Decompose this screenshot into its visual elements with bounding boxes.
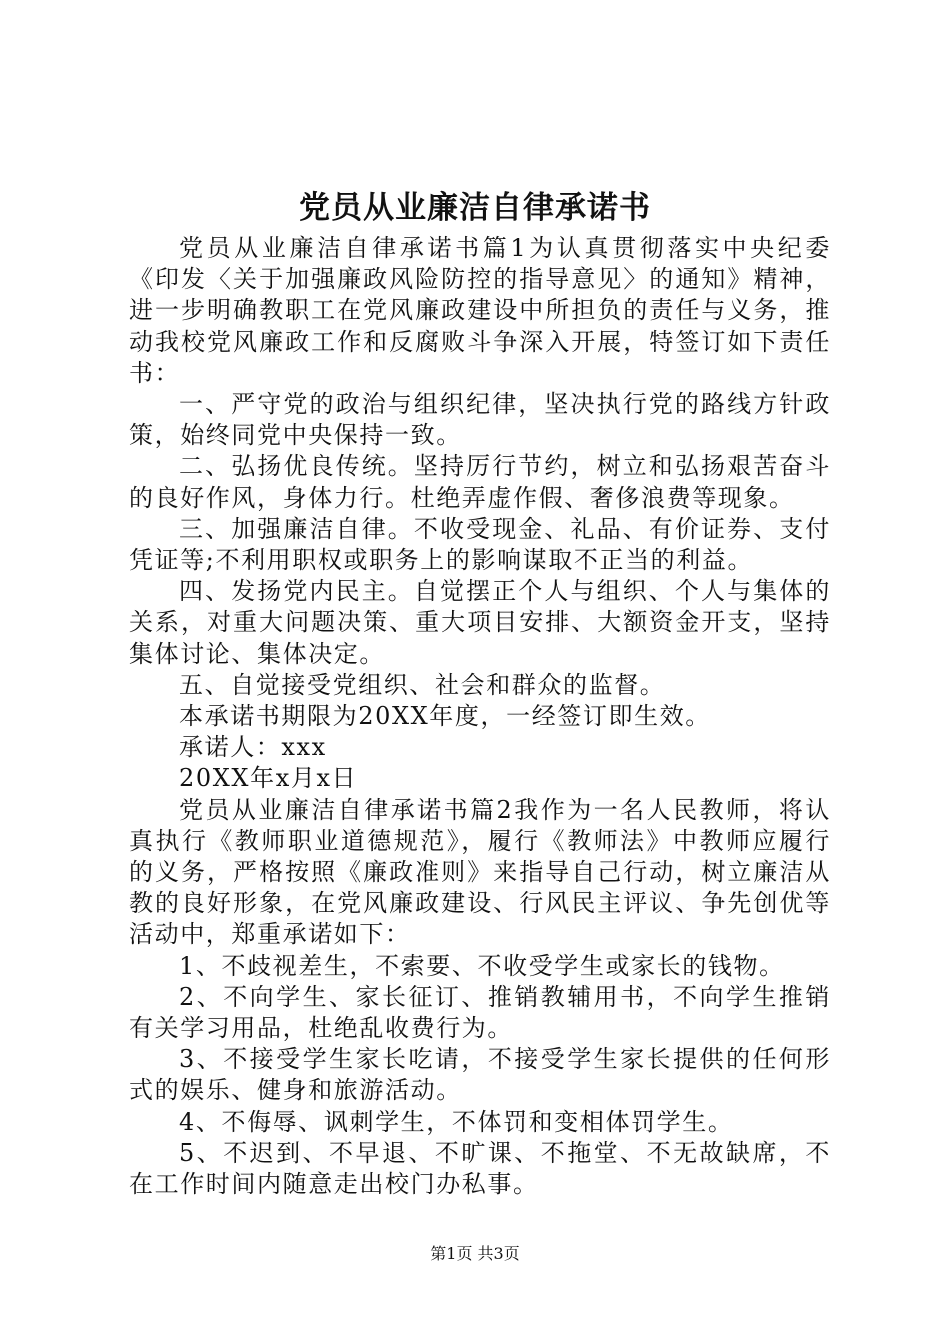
paragraph-intro-2: 党员从业廉洁自律承诺书篇2我作为一名人民教师，将认真执行《教师职业道德规范》，履行《教师法》中教师应履行的义务，严格按照《廉政准则》来指导自己行动，树立廉洁从教的良好形象，在党风廉政建设、行风民主评议、争先创优等活动中，郑重承诺如下：: [129, 795, 831, 949]
document-title: 党员从业廉洁自律承诺书: [299, 190, 651, 226]
paragraph-pledge-4: 4、不侮辱、讽刺学生，不体罚和变相体罚学生。: [179, 1107, 734, 1136]
paragraph-item-3: 三、加强廉洁自律。不收受现金、礼品、有价证券、支付凭证等;不利用职权或职务上的影响谋取不正当的利益。: [129, 514, 831, 575]
paragraph-date: 20XX年x月x日: [179, 764, 358, 793]
paragraph-item-1: 一、严守党的政治与组织纪律，坚决执行党的路线方针政策，始终同党中央保持一致。: [129, 390, 831, 450]
paragraph-item-4: 四、发扬党内民主。自觉摆正个人与组织、个人与集体的关系，对重大问题决策、重大项目安排、大额资金开支，坚持集体讨论、集体决定。: [129, 577, 831, 668]
paragraph-item-5: 五、自觉接受党组织、社会和群众的监督。: [179, 670, 666, 699]
paragraph-pledge-5: 5、不迟到、不早退、不旷课、不拖堂、不无故缺席，不在工作时间内随意走出校门办私事。: [129, 1138, 831, 1199]
paragraph-item-2: 二、弘扬优良传统。坚持厉行节约，树立和弘扬艰苦奋斗的良好作风，身体力行。杜绝弄虚作假、奢侈浪费等现象。: [129, 452, 831, 512]
paragraph-intro-1: 党员从业廉洁自律承诺书篇1为认真贯彻落实中央纪委《印发〈关于加强廉政风险防控的指导意见〉的通知》精神，进一步明确教职工在党风廉政建设中所担负的责任与义务，推动我校党风廉政工作和反腐败斗争深入开展，特签订如下责任书：: [129, 234, 831, 387]
paragraph-signer: 承诺人：xxx: [179, 733, 327, 762]
paragraph-pledge-2: 2、不向学生、家长征订、推销教辅用书，不向学生推销有关学习用品，杜绝乱收费行为。: [129, 982, 831, 1043]
document-body: [129, 233, 831, 1200]
paragraph-pledge-3: 3、不接受学生家长吃请，不接受学生家长提供的任何形式的娱乐、健身和旅游活动。: [129, 1045, 831, 1105]
paragraph-pledge-1: 1、不歧视差生，不索要、不收受学生或家长的钱物。: [179, 951, 785, 980]
paragraph-validity: 本承诺书期限为20XX年度，一经签订即生效。: [179, 702, 711, 731]
page-number: 第1页 共3页: [430, 1244, 520, 1263]
